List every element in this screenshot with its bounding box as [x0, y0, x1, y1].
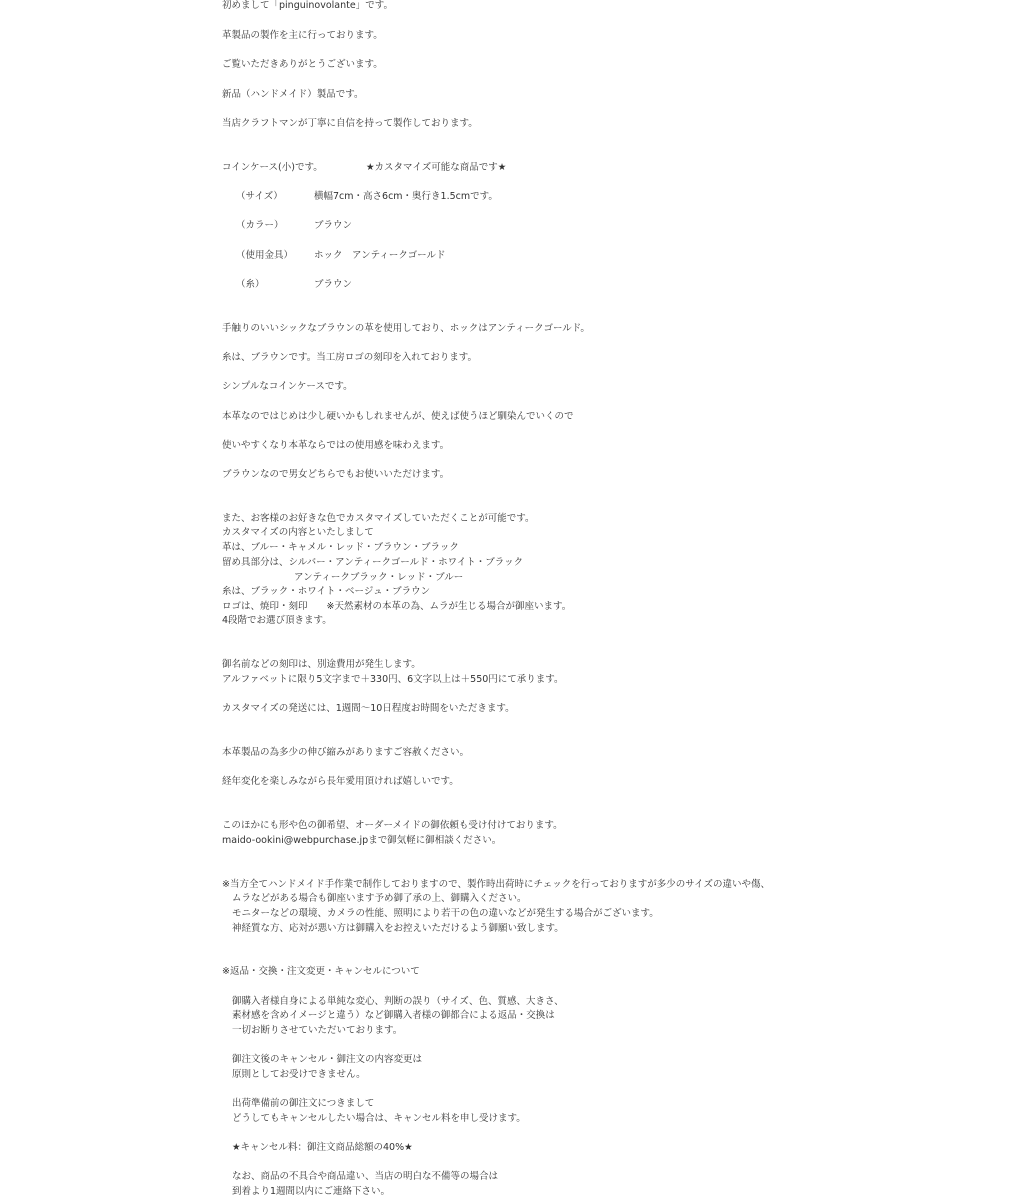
- care-line: 経年変化を楽しみながら長年愛用頂ければ嬉しいです。: [222, 776, 459, 787]
- returns-line: 原則としてお受けできません。: [232, 1069, 366, 1080]
- intro-line: 新品（ハンドメイド）製品です。: [222, 89, 364, 100]
- spec-value-size: 横幅7cm・高さ6cm・奥行き1.5cmです。: [314, 191, 498, 202]
- returns-line: どうしてもキャンセルしたい場合は、キャンセル料を申し受けます。: [232, 1113, 526, 1124]
- care-line: 本革製品の為多少の伸び縮みがありますご容赦ください。: [222, 747, 470, 758]
- customize-line: 糸は、ブラック・ホワイト・ベージュ・ブラウン: [222, 586, 431, 597]
- intro-line: ご覧いただきありがとうございます。: [222, 59, 383, 70]
- returns-line: 素材感を含めイメージと違う）など御購入者様の御都合による返品・交換は: [232, 1010, 555, 1021]
- customize-line: アンティークブラック・レッド・ブルー: [294, 572, 464, 583]
- customize-line: 4段階でお選び頂きます。: [222, 615, 332, 626]
- delivery-note: カスタマイズの発送には、1週間〜10日程度お時間をいただきます。: [222, 703, 515, 714]
- contact-line: このほかにも形や色の御希望、オーダーメイドの御依頼も受け付けております。: [222, 820, 563, 831]
- description-line: 本革なのではじめは少し硬いかもしれませんが、使えば使うほど馴染んでいくので: [222, 411, 574, 422]
- handmade-notice-line: ※当方全てハンドメイド手作業で制作しておりますので、製作時出荷時にチェックを行っておりますが多少のサイズの違いや傷、: [222, 879, 770, 890]
- returns-line: 出荷準備前の御注文につきまして: [232, 1098, 375, 1109]
- spec-value-thread: ブラウン: [314, 279, 353, 290]
- contact-email-line: maido-ookini@webpurchase.jpまで御気軽に御相談ください。: [222, 835, 502, 846]
- spec-label-color: （カラー）: [236, 220, 284, 231]
- intro-line: 初めまして「pinguinovolante」です。: [222, 0, 393, 11]
- customize-line: また、お客様のお好きな色でカスタマイズしていただくことが可能です。: [222, 513, 535, 524]
- returns-line: 一切お断りさせていただいております。: [232, 1025, 403, 1036]
- description-line: 手触りのいいシックなブラウンの革を使用しており、ホックはアンティークゴールド。: [222, 323, 590, 334]
- product-title: コインケース(小)です。: [222, 162, 323, 173]
- intro-line: 当店クラフトマンが丁寧に自信を持って製作しております。: [222, 118, 478, 129]
- engraving-line: アルファベットに限り5文字まで＋330円、6文字以上は＋550円にて承ります。: [222, 674, 564, 685]
- spec-label-size: （サイズ）: [236, 191, 283, 202]
- returns-line: 到着より1週間以内にご連絡下さい。: [232, 1186, 391, 1197]
- description-line: シンプルなコインケースです。: [222, 381, 353, 392]
- returns-line: 御購入者様自身による単純な変心、判断の誤り（サイズ、色、質感、大きさ、: [232, 996, 564, 1007]
- handmade-notice-line: ムラなどがある場合も御座います予め御了承の上、御購入ください。: [232, 893, 527, 904]
- cancellation-fee: ★キャンセル料：御注文商品総額の40%★: [232, 1142, 413, 1153]
- intro-line: 革製品の製作を主に行っております。: [222, 30, 383, 41]
- description-line: ブラウンなので男女どちらでもお使いいただけます。: [222, 469, 450, 480]
- description-line: 使いやすくなり本革ならではの使用感を味わえます。: [222, 440, 450, 451]
- handmade-notice-line: 神経質な方、応対が悪い方は御購入をお控えいただけるよう御願い致します。: [232, 923, 564, 934]
- customizable-note: ★カスタマイズ可能な商品です★: [366, 162, 507, 173]
- customize-line: 革は、ブルー・キャメル・レッド・ブラウン・ブラック: [222, 542, 459, 553]
- engraving-line: 御名前などの刻印は、別途費用が発生します。: [222, 659, 421, 670]
- returns-line: なお、商品の不具合や商品違い、当店の明白な不備等の場合は: [232, 1171, 499, 1182]
- spec-value-color: ブラウン: [314, 220, 353, 231]
- returns-line: 御注文後のキャンセル・御注文の内容変更は: [232, 1054, 423, 1065]
- customize-line: ロゴは、焼印・刻印 ※天然素材の本革の為、ムラが生じる場合が御座います。: [222, 601, 572, 612]
- spec-label-hardware: （使用金具）: [236, 250, 294, 261]
- returns-heading: ※返品・交換・注文変更・キャンセルについて: [222, 966, 420, 977]
- customize-line: カスタマイズの内容といたしまして: [222, 527, 374, 538]
- description-line: 糸は、ブラウンです。当工房ロゴの刻印を入れております。: [222, 352, 477, 363]
- handmade-notice-line: モニターなどの環境、カメラの性能、照明により若干の色の違いなどが発生する場合がございます。: [232, 908, 659, 919]
- spec-label-thread: （糸）: [236, 279, 265, 290]
- spec-value-hardware: ホック アンティークゴールド: [314, 250, 446, 261]
- customize-line: 留め具部分は、シルバー・アンティークゴールド・ホワイト・ブラック: [222, 557, 524, 568]
